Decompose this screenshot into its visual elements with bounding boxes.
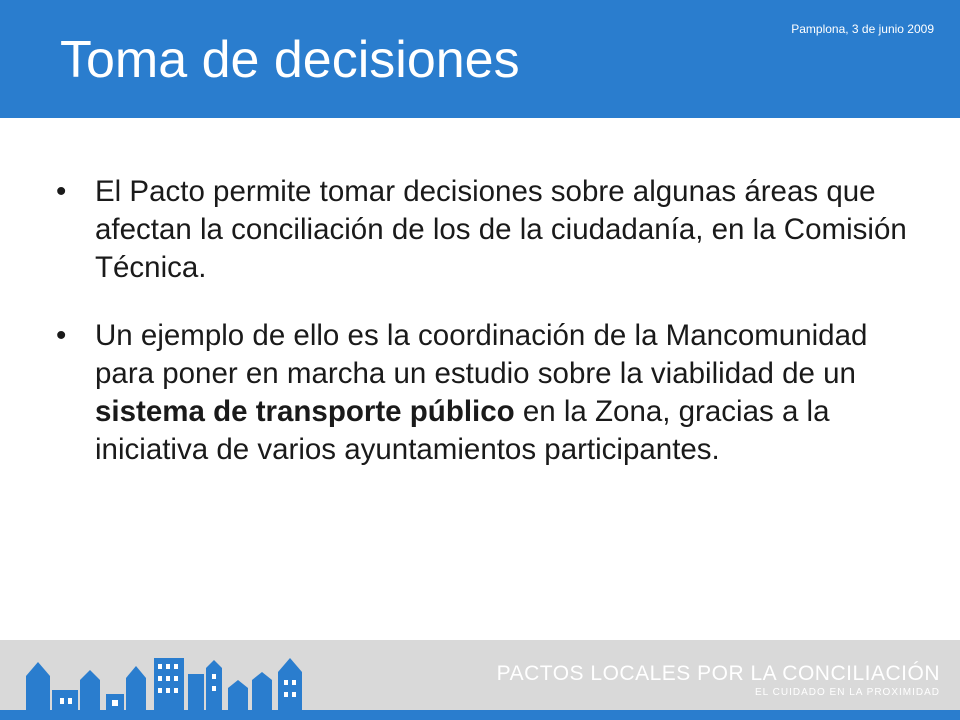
header-bar: [0, 0, 960, 118]
slide-title: Toma de decisiones: [60, 31, 520, 89]
brand-subtitle: EL CUIDADO EN LA PROXIMIDAD: [755, 687, 940, 698]
brand-block: [497, 662, 940, 698]
date-label: Pamplona, 3 de junio 2009: [791, 22, 934, 36]
bullet-text: en la Zona, gracias a la iniciativa de varios ayuntamientos participantes.: [95, 395, 830, 466]
bullet-item: [56, 173, 916, 287]
bullet-text: El Pacto permite tomar decisiones sobre algunas áreas que afectan la conciliación de los de la ciudadanía, en la Comisión Técnica.: [95, 175, 907, 284]
bullet-text: Un ejemplo de ello es la coordinación de la Mancomunidad para poner en marcha un estudio sobre la viabilidad de un: [95, 319, 868, 390]
bullet-bold-text: sistema de transporte público: [95, 395, 515, 428]
slide-content: [56, 173, 916, 499]
footer-strip: [0, 710, 960, 720]
houses-skyline-icon: [22, 650, 312, 712]
brand-title: PACTOS LOCALES POR LA CONCILIACIÓN: [496, 662, 940, 685]
bullet-item: [56, 317, 916, 469]
